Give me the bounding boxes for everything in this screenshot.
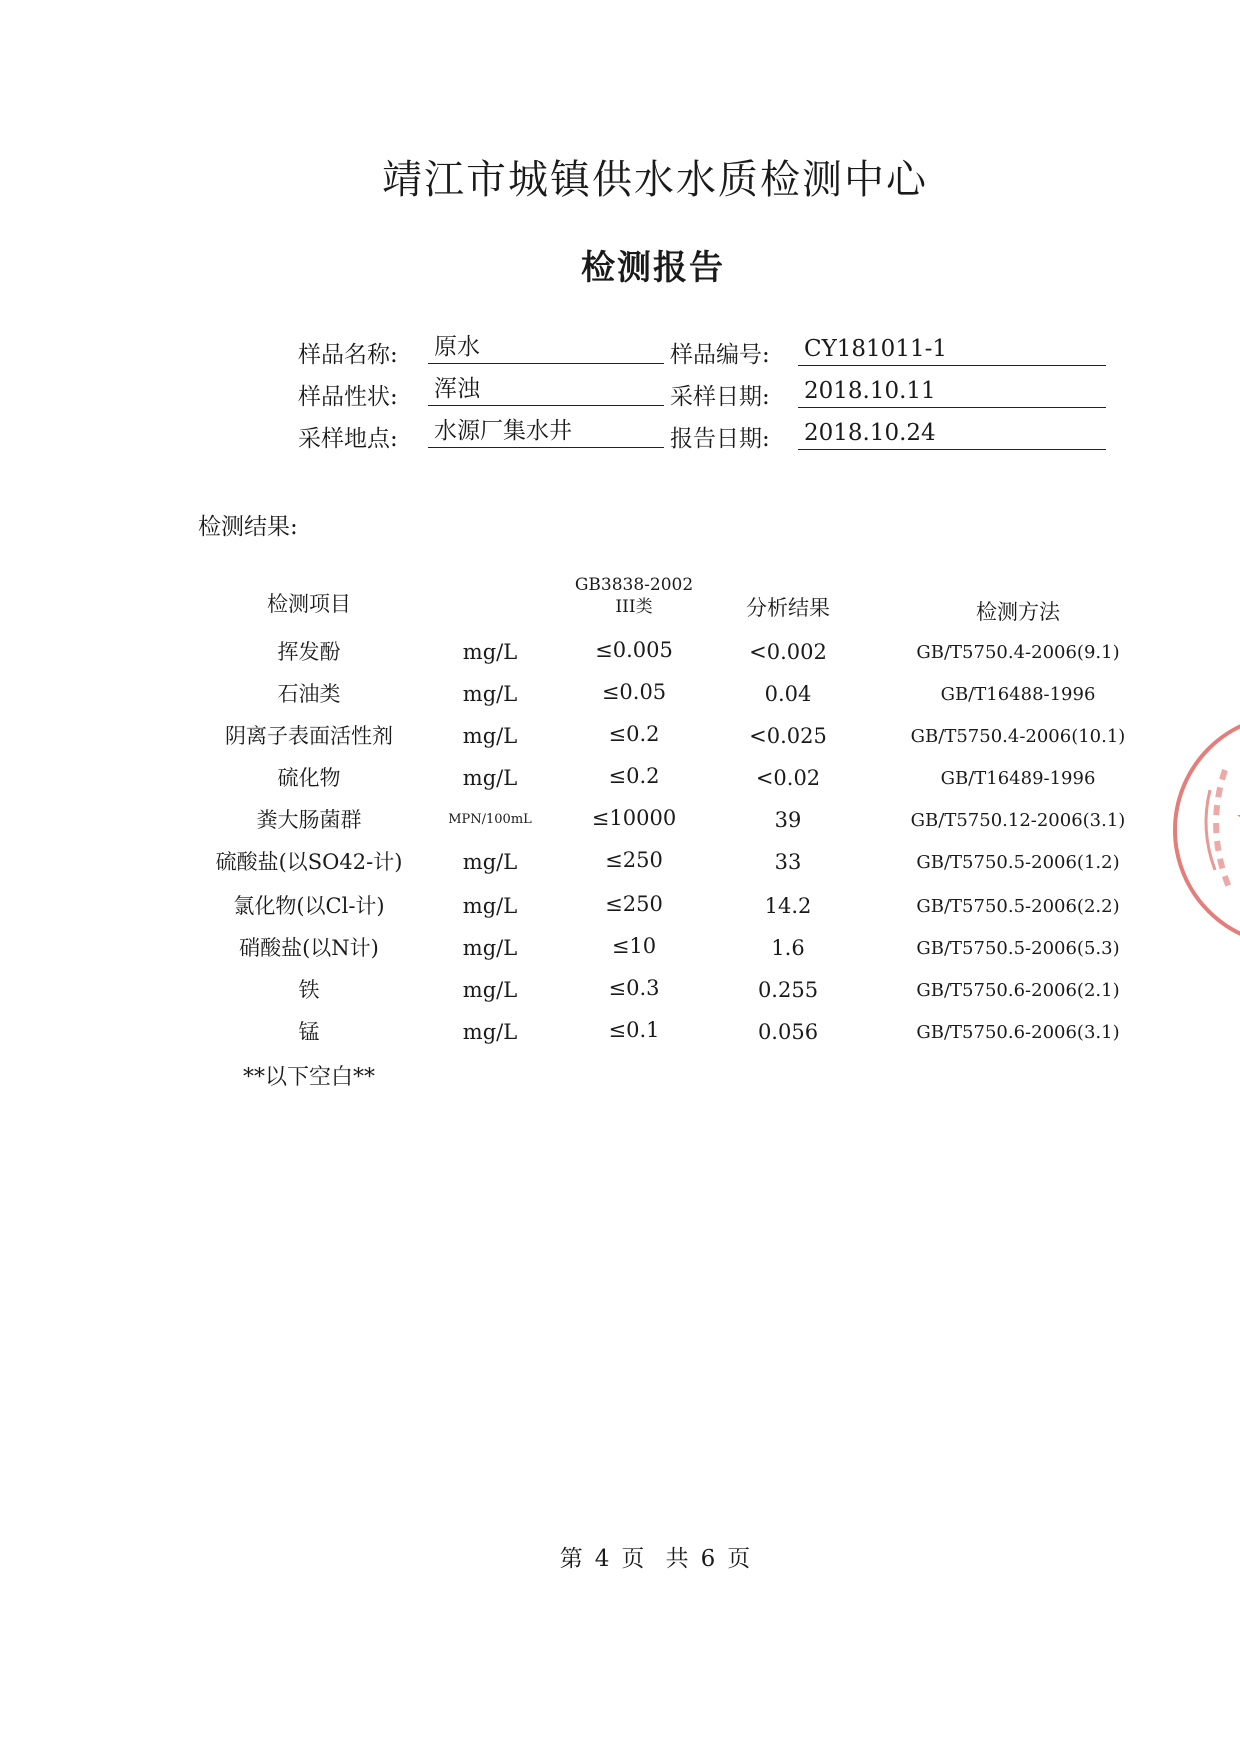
- header-limit-standard: GB3838-2002: [574, 575, 694, 595]
- row-item: 硝酸盐(以N计): [239, 936, 379, 960]
- row-result: 1.6: [771, 936, 805, 960]
- blank-below-note: **以下空白**: [242, 1065, 375, 1090]
- row-limit: ≤10: [611, 934, 657, 958]
- row-method: GB/T5750.12-2006(3.1): [910, 810, 1126, 831]
- sample-name-value: 原水: [428, 330, 664, 364]
- row-method: GB/T5750.4-2006(9.1): [916, 642, 1120, 663]
- row-unit: mg/L: [462, 978, 518, 1002]
- row-unit: mg/L: [462, 936, 518, 960]
- row-limit: ≤0.2: [608, 764, 660, 788]
- row-result: <0.025: [749, 724, 827, 748]
- header-item: 检测项目: [267, 592, 351, 616]
- row-method: GB/T5750.6-2006(2.1): [916, 980, 1120, 1001]
- row-item: 铁: [298, 978, 320, 1002]
- row-item: 阴离子表面活性剂: [225, 724, 393, 748]
- sample-name-label: 样品名称:: [298, 342, 398, 368]
- row-limit: ≤0.1: [608, 1018, 660, 1042]
- sample-state-value: 浑浊: [428, 372, 664, 406]
- page-footer: [0, 1540, 1240, 1573]
- row-item: 挥发酚: [277, 640, 341, 664]
- row-result: 0.04: [764, 682, 812, 706]
- row-result: 0.056: [757, 1020, 819, 1044]
- row-result: 14.2: [764, 894, 812, 918]
- header-limit-class: III类: [615, 597, 653, 617]
- page-total: 6: [700, 1546, 716, 1572]
- header-result: 分析结果: [746, 596, 830, 620]
- sampling-location-label: 采样地点:: [298, 426, 398, 452]
- sampling-location-value: 水源厂集水井: [428, 414, 664, 448]
- row-unit: mg/L: [462, 640, 518, 664]
- row-unit: mg/L: [462, 894, 518, 918]
- sample-state-label: 样品性状:: [298, 384, 398, 410]
- row-unit: mg/L: [462, 1020, 518, 1044]
- row-method: GB/T5750.5-2006(1.2): [916, 852, 1120, 873]
- row-item: 锰: [298, 1020, 320, 1044]
- row-limit: ≤0.2: [608, 722, 660, 746]
- row-unit: mg/L: [462, 682, 518, 706]
- row-limit: ≤10000: [591, 806, 677, 830]
- row-limit: ≤250: [605, 848, 663, 872]
- row-item: 氯化物(以Cl-计): [233, 894, 385, 918]
- row-limit: ≤0.005: [595, 638, 673, 662]
- row-item: 硫化物: [277, 766, 341, 790]
- row-item: 粪大肠菌群: [256, 808, 362, 832]
- row-result: 39: [774, 808, 802, 832]
- report-date-value: 2018.10.24: [798, 416, 1106, 450]
- row-result: 0.255: [757, 978, 819, 1002]
- sampling-date-value: 2018.10.11: [798, 374, 1106, 408]
- sample-id-label: 样品编号:: [670, 342, 770, 368]
- row-unit: mg/L: [462, 766, 518, 790]
- row-method: GB/T5750.6-2006(3.1): [916, 1022, 1120, 1043]
- sampling-date-label: 采样日期:: [670, 384, 770, 410]
- row-result: <0.002: [749, 640, 827, 664]
- row-limit: ≤0.05: [601, 680, 667, 704]
- row-item: 硫酸盐(以SO42-计): [215, 850, 403, 874]
- row-result: 33: [774, 850, 802, 874]
- row-unit: mg/L: [462, 724, 518, 748]
- row-item: 石油类: [277, 682, 341, 706]
- organization-title: 靖江市城镇供水水质检测中心: [382, 157, 928, 203]
- row-unit: MPN/100mL: [448, 812, 532, 827]
- row-method: GB/T5750.4-2006(10.1): [910, 726, 1126, 747]
- row-method: GB/T5750.5-2006(2.2): [916, 896, 1120, 917]
- row-method: GB/T16489-1996: [940, 768, 1096, 789]
- footer-prefix: 第: [559, 1546, 583, 1572]
- row-result: <0.02: [755, 766, 821, 790]
- report-title: 检测报告: [581, 248, 725, 288]
- footer-middle: 页 共: [621, 1546, 689, 1572]
- row-method: GB/T5750.5-2006(5.3): [916, 938, 1120, 959]
- row-unit: mg/L: [462, 850, 518, 874]
- sample-id-value: CY181011-1: [798, 332, 1106, 366]
- report-date-label: 报告日期:: [670, 426, 770, 452]
- official-seal: [1170, 700, 1240, 960]
- row-limit: ≤0.3: [608, 976, 660, 1000]
- header-limit: [560, 574, 708, 618]
- header-method: 检测方法: [976, 600, 1060, 624]
- results-heading: 检测结果:: [198, 514, 298, 540]
- page-number: 4: [594, 1546, 610, 1572]
- row-limit: ≤250: [605, 892, 663, 916]
- results-header-row: [198, 575, 1168, 630]
- row-method: GB/T16488-1996: [940, 684, 1096, 705]
- footer-suffix: 页: [727, 1546, 751, 1572]
